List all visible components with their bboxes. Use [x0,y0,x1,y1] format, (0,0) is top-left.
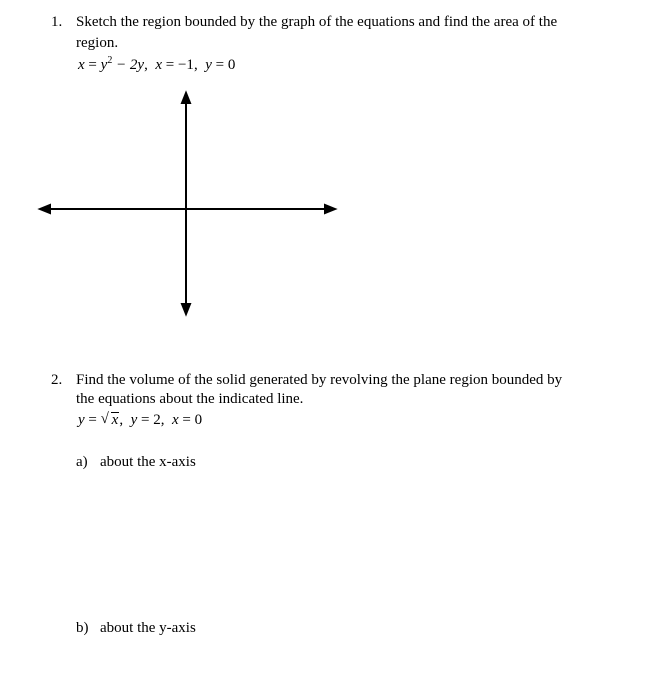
sqrt-expression [101,412,120,429]
eq2-x2: x [171,412,179,428]
eq2-eq2: = 2 [140,412,161,428]
question-1-text-line-1: Sketch the region bounded by the graph of the equations and find the area of the [76,14,558,30]
eq1-eq2: = −1 [165,57,194,73]
eq1-exponent: 2 [107,55,113,66]
part-b-text: about the y-axis [100,620,196,636]
eq1-x2: x [155,57,163,73]
eq2-y: y [78,412,85,428]
y-axis-up-arrow [182,93,190,103]
part-a-label: a) [76,454,88,470]
eq1-y2: y [205,57,212,73]
eq1-sep1: , [144,57,148,73]
eq2-sep2: , [160,412,165,428]
eq1-x: x [78,57,85,73]
y-axis-down-arrow [182,304,190,314]
eq1-y: y [100,57,108,73]
part-a-text: about the x-axis [100,454,196,470]
question-1-text-line-2: region. [76,35,119,51]
x-axis-right-arrow [325,205,335,213]
eq2-eq3: = 0 [182,412,203,428]
radicand: x [111,412,119,428]
eq2-y2: y [130,412,138,428]
eq1-sep2: , [193,57,198,73]
radical-sign: √ [100,411,109,427]
eq1-rest: − 2y [116,57,145,73]
question-2-number: 2. [51,372,63,388]
question-2-text-line-1: Find the volume of the solid generated by revolving the plane region bounded by [76,372,563,388]
eq2-sep1: , [119,412,124,428]
question-2-equation [78,412,202,429]
question-1-number: 1. [51,14,63,30]
eq1-equals: = [88,57,97,73]
x-axis-left-arrow [40,205,50,213]
eq1-eq3: = 0 [215,57,236,73]
part-b-label: b) [76,620,89,636]
question-2-text-line-2: the equations about the indicated line. [76,391,304,407]
eq2-equals: = [88,412,97,428]
